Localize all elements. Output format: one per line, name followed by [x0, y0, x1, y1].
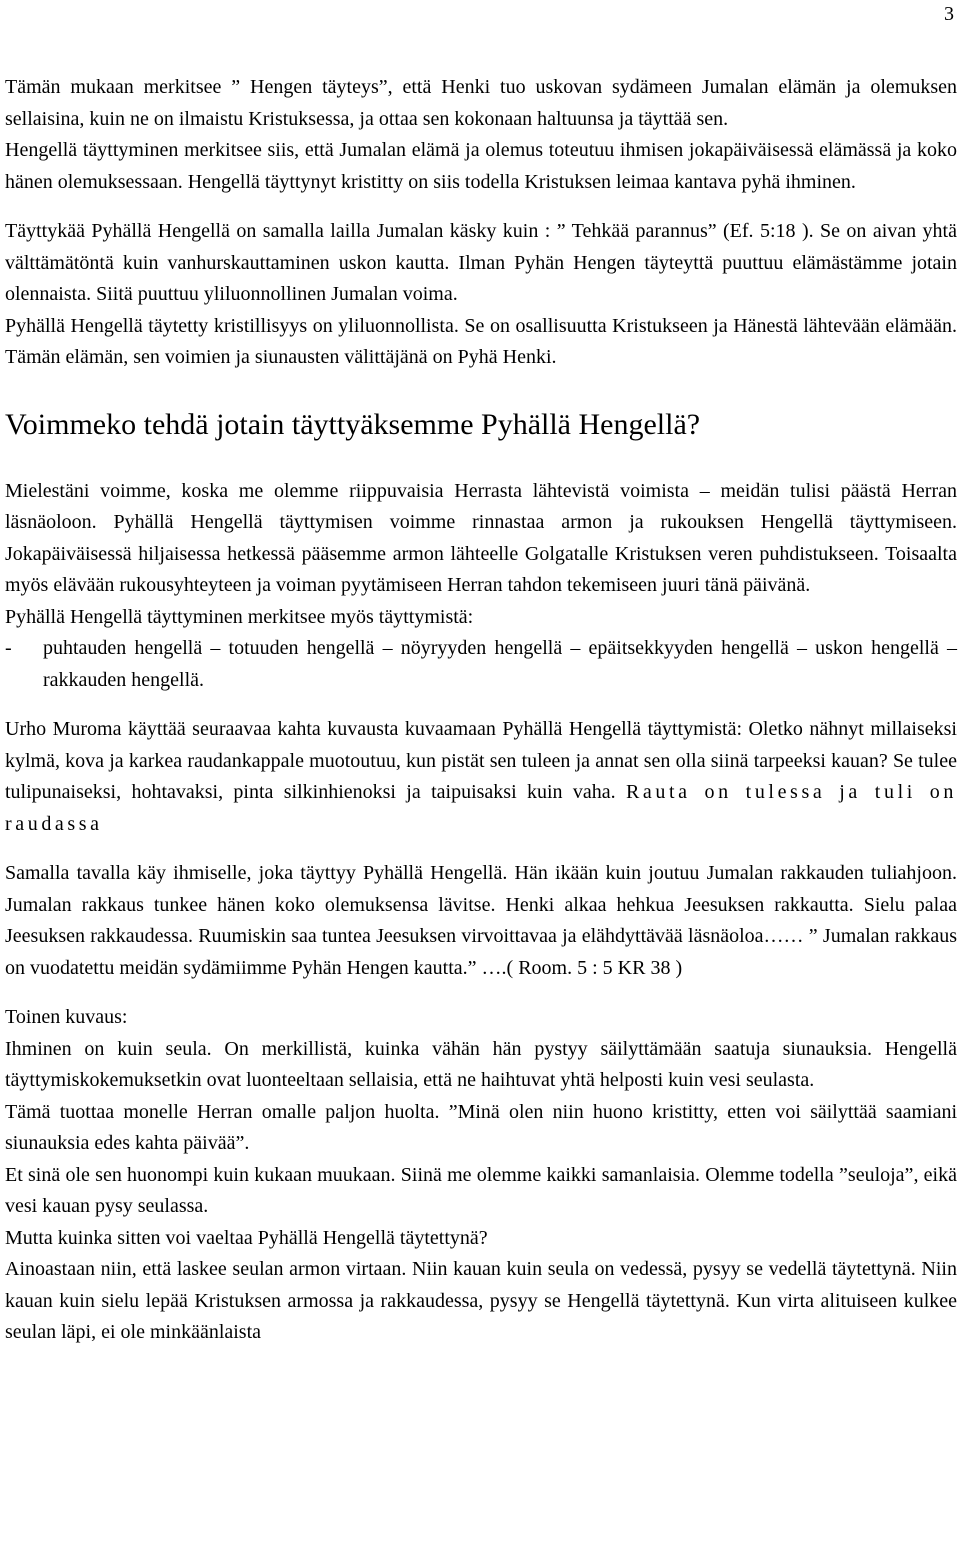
- section-heading: Voimmeko tehdä jotain täyttyäksemme Pyhällä Hengellä?: [5, 407, 701, 441]
- paragraph: Pyhällä Hengellä täyttyminen merkitsee myös täyttymistä:: [5, 605, 474, 628]
- paragraph: Tämän mukaan merkitsee ” Hengen täyteys”, että Henki tuo uskovan sydämeen Jumalan elämän ja olemuksen sellaisina, kuin ne on ilmaistu Kristuksessa, ja ottaa sen kokonaan haltuunsa ja täyttää sen.: [5, 76, 957, 130]
- paragraph: Mielestäni voimme, koska me olemme riippuvaisia Herrasta lähtevistä voimista – meidän tulisi päästä Herran läsnäoloon. Pyhällä Hengellä täyttymisen voimme rinnastaa armon ja rukouksen Hengellä täyttymiseen. Jokapäiväisessä hiljaisessa hetkessä pääsemme armon lähteelle Golgatalle Kristuksen veren puhdistukseen. Toisaalta myös elävään rukousyhteyteen ja voiman pyytämiseen Herran tahdon tekemiseen juuri tänä päivänä.: [5, 479, 957, 596]
- document-body: [5, 72, 957, 1349]
- spaced-emphasis-text: Rauta on tulessa ja tuli on raudassa: [5, 781, 958, 835]
- paragraph: Hengellä täyttyminen merkitsee siis, että Jumalan elämä ja olemus toteutuu ihmisen jokapäiväisessä elämässä ja koko hänen olemuksessaan. Hengellä täyttynyt kristitty on siis todella Kristuksen leimaa kantava pyhä ihminen.: [5, 139, 957, 193]
- paragraph: [5, 714, 957, 840]
- paragraph: Pyhällä Hengellä täytetty kristillisyys on yliluonnollista. Se on osallisuutta Kristukseen ja Hänestä lähtevään elämään. Tämän elämän, sen voimien ja siunausten välittäjänä on Pyhä Henki.: [5, 314, 957, 368]
- paragraph: Mutta kuinka sitten voi vaeltaa Pyhällä Hengellä täytettynä?: [5, 1226, 488, 1249]
- paragraph: Samalla tavalla käy ihmiselle, joka täyttyy Pyhällä Hengellä. Hän ikään kuin joutuu Jumalan rakkauden tuliahjoon. Jumalan rakkaus tunkee hänen koko olemuksensa lävitse. Henki alkaa hehkua Jeesuksen rakkautta. Sielu palaa Jeesuksen rakkaudessa. Ruumiskin saa tuntea Jeesuksen virvoittavaa ja elähdyttävää läsnäoloa…… ” Jumalan rakkaus on vuodatettu meidän sydämiimme Pyhän Hengen kautta.” ….( Room. 5 : 5 KR 38 ): [5, 862, 957, 979]
- paragraph-text: Urho Muroma käyttää seuraavaa kahta kuvausta kuvaamaan Pyhällä Hengellä täyttymistä: Oletko nähnyt millaiseksi kylmä, kova ja karkea raudankappale muotoutuu, kun pistät sen tuleen ja annat sen olla siinä tarpeeksi kauan? Se tulee tulipunaiseksi, hohtavaksi, pinta silkinhienoksi ja taipuisaksi kuin vaha.: [5, 718, 957, 803]
- paragraph: Tämä tuottaa monelle Herran omalle paljon huolta. ”Minä olen niin huono kristitty, etten voi säilyttää saamiani siunauksia edes kahta päivää”.: [5, 1100, 957, 1154]
- paragraph: Täyttykää Pyhällä Hengellä on samalla lailla Jumalan käsky kuin : ” Tehkää parannus” (Ef. 5:18 ). Se on aivan yhtä välttämätöntä kuin vanhurskauttaminen uskon kautta. Ilman Pyhän Hengen täyteyttä puuttuu elämästämme jotain olennaista. Siitä puuttuu yliluonnollinen Jumalan voima.: [5, 220, 957, 305]
- list-item-text: puhtauden hengellä – totuuden hengellä – nöyryyden hengellä – epäitsekkyyden hengellä – uskon hengellä – rakkauden hengellä.: [43, 637, 957, 691]
- list-bullet: -: [5, 637, 12, 659]
- page-number: 3: [944, 3, 954, 25]
- paragraph: Toinen kuvaus:: [5, 1006, 128, 1028]
- paragraph: Ainoastaan niin, että laskee seulan armon virtaan. Niin kauan kuin seula on vedessä, pysyy se vedellä täytettynä. Niin kauan kuin sielu lepää Kristuksen armossa ja rakkaudessa, pysyy se Hengellä täytettynä. Kun virta alituiseen kulkee seulan läpi, ei ole minkäänlaista: [5, 1258, 957, 1343]
- paragraph: Ihminen on kuin seula. On merkillistä, kuinka vähän hän pystyy säilyttämään saatuja siunauksia. Hengellä täyttymiskokemuksetkin ovat luonteeltaan sellaisia, että ne haihtuvat yhtä helposti kuin vesi seulasta.: [5, 1037, 957, 1091]
- paragraph: Et sinä ole sen huonompi kuin kukaan muukaan. Siinä me olemme kaikki samanlaisia. Olemme todella ”seuloja”, eikä vesi kauan pysy seulassa.: [5, 1163, 957, 1217]
- list-item: [5, 633, 957, 696]
